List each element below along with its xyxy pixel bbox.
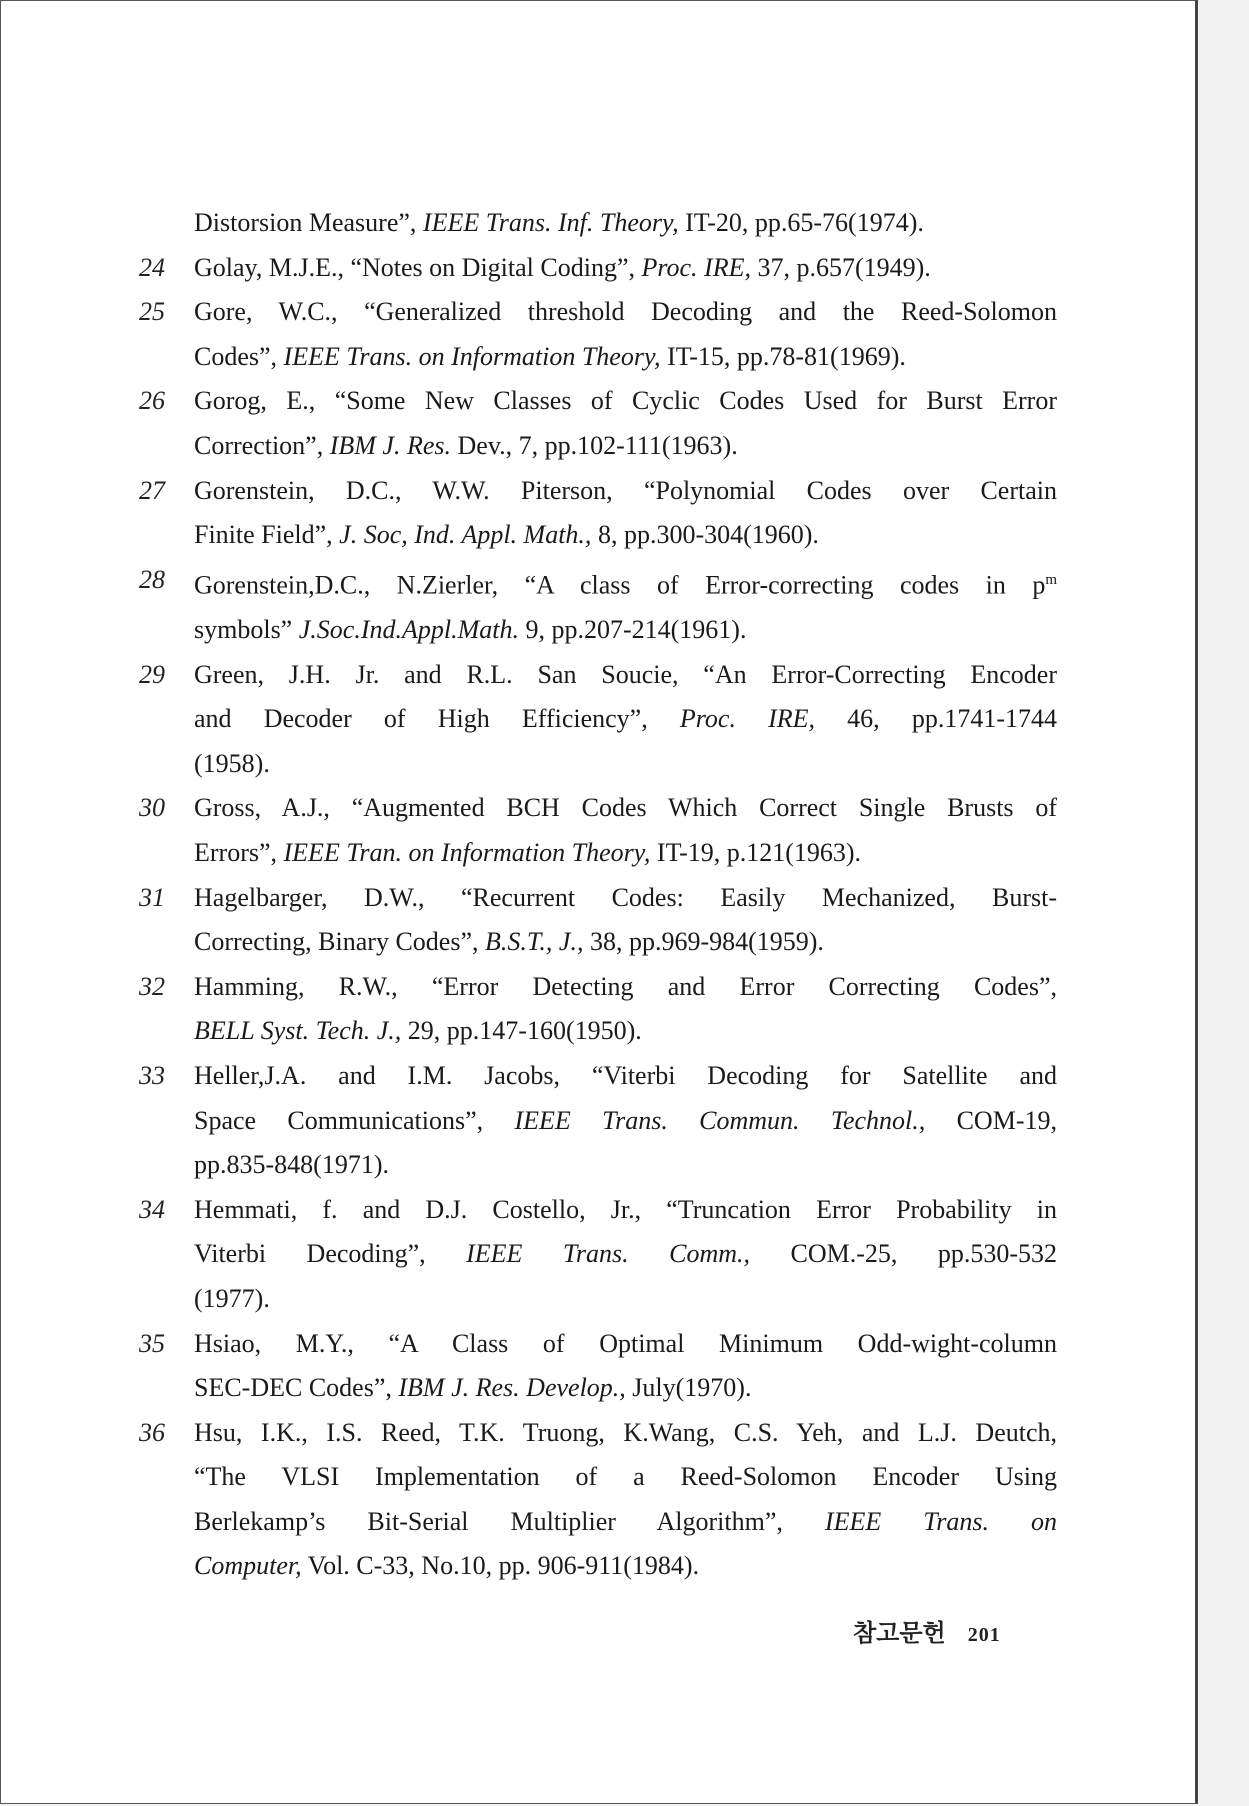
reference-line [194, 1500, 1057, 1545]
reference-number: 27 [139, 475, 165, 505]
reference-text: COM.-25, pp.530-532 [750, 1239, 1057, 1269]
reference-line [194, 653, 1057, 698]
reference-line [194, 558, 1057, 608]
reference-text: 38, pp.969-984(1959). [583, 927, 824, 957]
reference-text: Berlekamp’s Bit-Serial Multiplier Algorithm”, [194, 1506, 825, 1536]
reference-text: COM-19, [925, 1105, 1057, 1135]
reference-line [194, 1277, 1057, 1322]
reference-line [194, 513, 1057, 558]
reference-text: Heller,J.A. and I.M. Jacobs, “Viterbi Decoding for Satellite and [194, 1060, 1057, 1090]
reference-text: Gross, A.J., “Augmented BCH Codes Which Correct Single Brusts of [194, 793, 1057, 823]
reference-text: Hagelbarger, D.W., “Recurrent Codes: Easily Mechanized, Burst- [194, 882, 1057, 912]
reference-text: Hsiao, M.Y., “A Class of Optimal Minimum Odd-wight-column [194, 1328, 1057, 1358]
page-footer [853, 1613, 1001, 1648]
journal-title: B.S.T., J., [485, 927, 584, 957]
reference-number: 30 [139, 793, 165, 823]
reference-text: Gorenstein,D.C., N.Zierler, “A class of Error-correcting codes in p [194, 570, 1046, 600]
reference-entry [133, 290, 1057, 379]
reference-line [194, 1366, 1057, 1411]
reference-text: Dev., 7, pp.102-111(1963). [451, 430, 738, 460]
reference-entry [133, 469, 1057, 558]
reference-text: Hsu, I.K., I.S. Reed, T.K. Truong, K.Wang, C.S. Yeh, and L.J. Deutch, [194, 1417, 1057, 1447]
section-title: 참고문헌 [853, 1621, 946, 1647]
reference-number: 36 [139, 1417, 165, 1447]
reference-text: m [1045, 571, 1057, 588]
reference-entry [133, 876, 1057, 965]
reference-text: Golay, M.J.E., “Notes on Digital Coding”, [194, 252, 642, 282]
reference-entry [133, 246, 1057, 291]
reference-text: IT-19, p.121(1963). [650, 837, 862, 867]
reference-text: 9, pp.207-214(1961). [518, 615, 747, 644]
reference-entry [133, 965, 1057, 1054]
reference-text: Vol. C-33, No.10, pp. 906-911(1984). [301, 1551, 700, 1581]
reference-line [194, 876, 1057, 921]
reference-entry [133, 1054, 1057, 1188]
reference-text: IT-15, pp.78-81(1969). [660, 341, 906, 371]
reference-text: Errors”, [194, 837, 284, 867]
reference-line [194, 246, 1057, 291]
reference-line [194, 1322, 1057, 1367]
reference-text: July(1970). [625, 1373, 752, 1403]
reference-entry [133, 558, 1057, 653]
reference-text: Correcting, Binary Codes”, [194, 927, 485, 957]
journal-title: J. Soc, Ind. Appl. Math., [339, 520, 592, 550]
journal-title: IEEE Tran. on Information Theory, [283, 837, 651, 867]
journal-title: IBM J. Res. [329, 430, 452, 460]
reference-text: Correction”, [194, 430, 330, 460]
reference-entry [133, 1188, 1057, 1322]
reference-text: Distorsion Measure”, [194, 208, 423, 237]
reference-line [194, 1054, 1057, 1099]
reference-line [194, 1188, 1057, 1233]
reference-entry [133, 786, 1057, 875]
reference-number: 31 [139, 882, 165, 912]
reference-line [194, 379, 1057, 424]
journal-title: Proc. IRE, [679, 704, 816, 734]
reference-line [194, 1232, 1057, 1277]
reference-line [194, 831, 1057, 876]
reference-entry [133, 379, 1057, 468]
journal-title: IEEE Trans. on Information Theory, [283, 341, 661, 371]
reference-text: 8, pp.300-304(1960). [591, 520, 819, 550]
reference-line [194, 335, 1057, 380]
reference-number: 32 [139, 971, 165, 1001]
reference-line [194, 290, 1057, 335]
journal-title: J.Soc.Ind.Appl.Math. [298, 615, 519, 644]
reference-line [194, 786, 1057, 831]
reference-number: 34 [139, 1194, 165, 1224]
reference-line [194, 469, 1057, 514]
reference-line [194, 201, 1057, 246]
reference-text: Gore, W.C., “Generalized threshold Decoding and the Reed-Solomon [194, 297, 1057, 327]
reference-line [194, 742, 1057, 787]
reference-text: SEC-DEC Codes”, [194, 1373, 399, 1403]
reference-entry [133, 1411, 1057, 1589]
reference-text: Green, J.H. Jr. and R.L. San Soucie, “An Error-Correcting Encoder [194, 659, 1057, 689]
reference-text: (1958). [194, 748, 270, 778]
reference-line [194, 424, 1057, 469]
reference-line [194, 697, 1057, 742]
reference-line [194, 1099, 1057, 1144]
reference-number: 24 [139, 252, 165, 282]
reference-text: 29, pp.147-160(1950). [401, 1016, 642, 1046]
reference-text: IT-20, pp.65-76(1974). [678, 208, 924, 237]
journal-title: IEEE Trans. on [824, 1506, 1057, 1536]
reference-line [194, 965, 1057, 1010]
reference-entry [133, 653, 1057, 787]
journal-title: IEEE Trans. Comm., [466, 1239, 751, 1269]
reference-number: 25 [139, 297, 165, 327]
reference-text: “The VLSI Implementation of a Reed-Solomon Encoder Using [194, 1462, 1057, 1492]
reference-text: Gorenstein, D.C., W.W. Piterson, “Polynomial Codes over Certain [194, 475, 1057, 505]
reference-line [194, 608, 1057, 653]
reference-text: 37, p.657(1949). [750, 252, 931, 282]
reference-number: 35 [139, 1328, 165, 1358]
reference-line [194, 920, 1057, 965]
reference-entry [133, 1322, 1057, 1411]
reference-line [194, 1544, 1057, 1589]
reference-number: 29 [139, 659, 165, 689]
reference-text: 46, pp.1741-1744 [815, 704, 1057, 734]
reference-text: Viterbi Decoding”, [194, 1239, 467, 1269]
reference-line [194, 1411, 1057, 1456]
reference-list [133, 201, 1057, 1589]
reference-entry [133, 201, 1057, 246]
reference-text: pp.835-848(1971). [194, 1150, 389, 1180]
reference-text: Hemmati, f. and D.J. Costello, Jr., “Truncation Error Probability in [194, 1194, 1057, 1224]
reference-line [194, 1455, 1057, 1500]
journal-title: IEEE Trans. Commun. Technol., [514, 1105, 926, 1135]
reference-text: symbols” [194, 615, 299, 644]
reference-text: (1977). [194, 1283, 270, 1313]
journal-title: Computer, [194, 1551, 302, 1581]
reference-text: and Decoder of High Efficiency”, [194, 704, 680, 734]
journal-title: IEEE Trans. Inf. Theory, [422, 208, 679, 237]
reference-number: 33 [139, 1060, 165, 1090]
reference-line [194, 1143, 1057, 1188]
journal-title: BELL Syst. Tech. J., [194, 1016, 402, 1046]
reference-line [194, 1009, 1057, 1054]
journal-title: IBM J. Res. Develop., [398, 1373, 626, 1403]
page-number: 201 [967, 1624, 1001, 1646]
reference-number: 26 [139, 386, 165, 416]
reference-text: Hamming, R.W., “Error Detecting and Error Correcting Codes”, [194, 971, 1057, 1001]
reference-text: Codes”, [194, 341, 284, 371]
reference-text: Gorog, E., “Some New Classes of Cyclic Codes Used for Burst Error [194, 386, 1057, 416]
reference-number: 28 [139, 564, 165, 594]
reference-text: Space Communications”, [194, 1105, 515, 1135]
reference-text: Finite Field”, [194, 520, 340, 550]
journal-title: Proc. IRE, [641, 252, 751, 282]
